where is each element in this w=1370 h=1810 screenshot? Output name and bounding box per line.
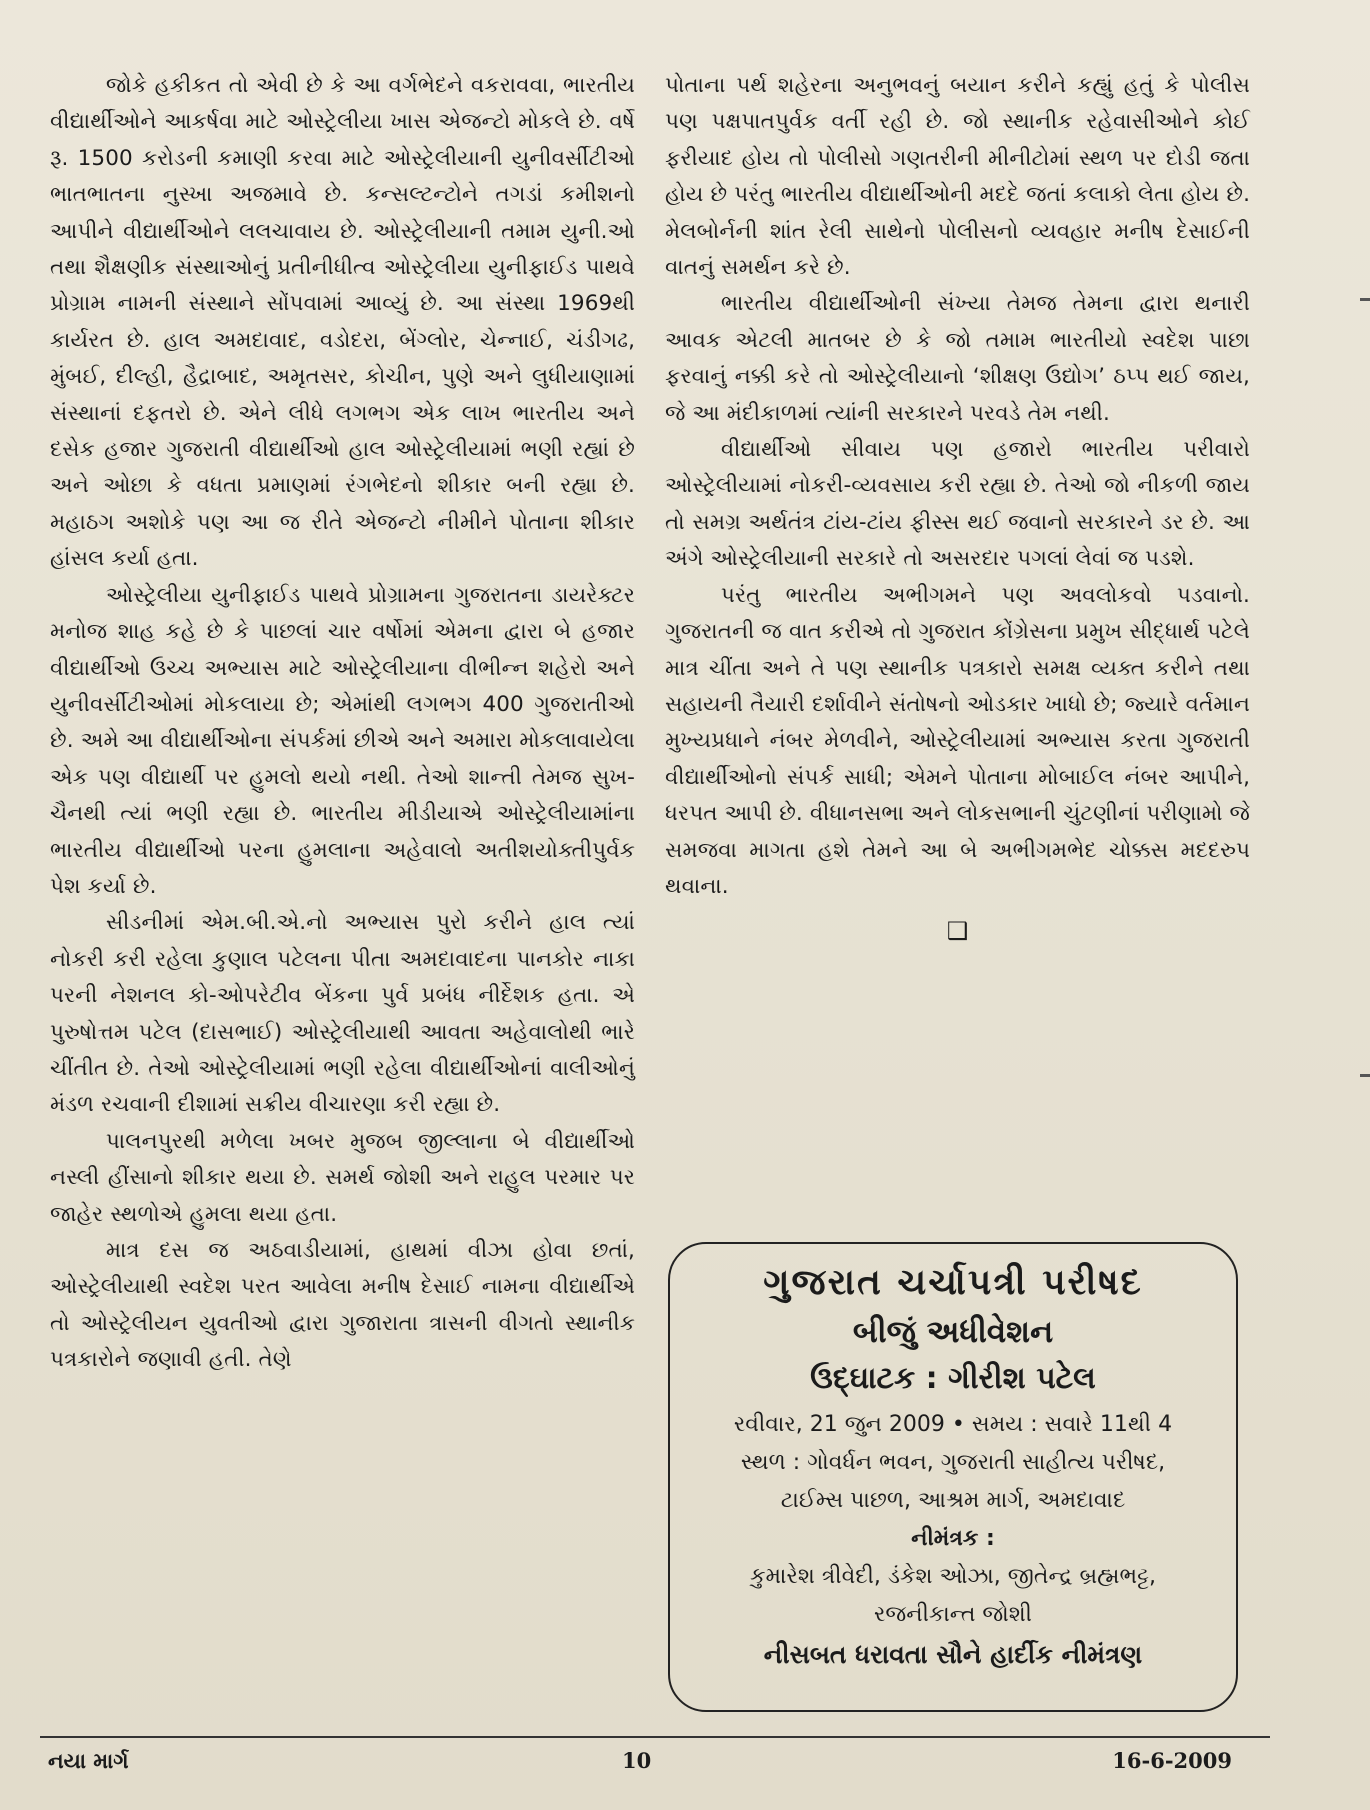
notice-inviters-label: નીમંત્રક : — [911, 1526, 995, 1551]
article-paragraph: પાલનપુરથી મળેલા ખબર મુજબ જીલ્લાના બે વીદ્યાર્થીઓ નસ્લી હીંસાનો શીકાર થયા છે. સમર્થ જોશી અને રાહુલ પરમાર પર જાહેર સ્થળોએ હુમલા થયા હતા. — [50, 1128, 635, 1227]
footer-date: 16-6-2009 — [1112, 1748, 1232, 1773]
footer-rule — [40, 1736, 1270, 1738]
notice-inviters-line1: કુમારેશ ત્રીવેદી, ડંકેશ ઓઝા, જીતેન્દ્ર બ્રહ્મભટ્ટ, — [749, 1564, 1156, 1589]
article-paragraph: પોતાના પર્થ શહેરના અનુભવનું બયાન કરીને કહ્યું હતું કે પોલીસ પણ પક્ષપાતપુર્વક વર્તી રહી છે. જો સ્થાનીક રહેવાસીઓને કોઈ ફરીયાદ હોય તો પોલીસો ગણતરીની મીનીટોમાં સ્થળ પર દોડી જતા હોય છે પરંતુ ભારતીય વીદ્યાર્થીઓની મદદે જતાં કલાકો લેતા હોય છે. મેલબોર્નની શાંત રેલી સાથેનો પોલીસનો વ્યવહાર મનીષ દેસાઈની વાતનું સમર્થન કરે છે. — [665, 73, 1250, 281]
right-column — [665, 68, 1250, 959]
footer-publication: નયા માર્ગ — [48, 1748, 129, 1773]
article-paragraph: વીદ્યાર્થીઓ સીવાય પણ હજારો ભારતીય પરીવારો ઓસ્ટ્રેલીયામાં નોકરી-વ્યવસાય કરી રહ્યા છે. તેઓ જો નીકળી જાય તો સમગ્ર અર્થતંત્ર ટાંય-ટાંય ફીસ્સ થઈ જવાનો સરકારને ડર છે. આ અંગે ઓસ્ટ્રેલીયાની સરકારે તો અસરદાર પગલાં લેવાં જ પડશે. — [665, 437, 1250, 572]
margin-tick — [1360, 298, 1370, 301]
notice-datetime: રવીવાર, 21 જુન 2009 • સમય : સવારે 11થી 4 — [733, 1412, 1173, 1437]
notice-invitation: નીસબત ધરાવતા સૌને હાર્દીક નીમંત્રણ — [763, 1640, 1143, 1669]
notice-title: ગુજરાત ચર્ચાપત્રી પરીષદ — [763, 1262, 1143, 1303]
left-column — [50, 68, 635, 1379]
notice-session: બીજું અધીવેશન — [852, 1314, 1054, 1350]
event-notice-box — [668, 1242, 1238, 1712]
article-paragraph: ઓસ્ટ્રેલીયા યુનીફાઈડ પાથવે પ્રોગ્રામના ગુજરાતના ડાયરેક્ટર મનોજ શાહ કહે છે કે પાછલાં ચાર વર્ષોમાં એમના દ્વારા બે હજાર વીદ્યાર્થીઓ ઉચ્ચ અભ્યાસ માટે ઓસ્ટ્રેલીયાના વીભીન્ન શહેરો અને યુનીવર્સીટીઓમાં મોકલાયા છે; એમાંથી લગભગ 400 ગુજરાતીઓ છે. અમે આ વીદ્યાર્થીઓના સંપર્કમાં છીએ અને અમારા મોકલાવાયેલા એક પણ વીદ્યાર્થી પર હુમલો થયો નથી. તેઓ શાન્તી તેમજ સુખ-ચૈનથી ત્યાં ભણી રહ્યા છે. ભારતીય મીડીયાએ ઓસ્ટ્રેલીયામાંના ભારતીય વીદ્યાર્થીઓ પરના હુમલાના અહેવાલો અતીશયોક્તીપુર્વક પેશ કર્યા છે. — [50, 582, 635, 899]
article-end-mark: ❑ — [946, 917, 969, 946]
article-paragraph: માત્ર દસ જ અઠવાડીયામાં, હાથમાં વીઝા હોવા છતાં, ઓસ્ટ્રેલીયાથી સ્વદેશ પરત આવેલા મનીષ દેસાઈ નામના વીદ્યાર્થીએ તો ઓસ્ટ્રેલીયન યુવતીઓ દ્વારા ગુજારાતા ત્રાસની વીગતો સ્થાનીક પત્રકારોને જણાવી હતી. તેણે — [50, 1238, 635, 1373]
article-paragraph: ભારતીય વીદ્યાર્થીઓની સંખ્યા તેમજ તેમના દ્વારા થનારી આવક એટલી માતબર છે કે જો તમામ ભારતીયો સ્વદેશ પાછા ફરવાનું નક્કી કરે તો ઓસ્ટ્રેલીયાનો ‘શીક્ષણ ઉદ્યોગ’ ઠપ્પ થઈ જાય, જે આ મંદીકાળમાં ત્યાંની સરકારને પરવડે તેમ નથી. — [665, 291, 1250, 426]
notice-inaugurator: ઉદ્‌ઘાટક : ગીરીશ પટેલ — [810, 1361, 1096, 1396]
notice-venue-line1: સ્થળ : ગોવર્ધન ભવન, ગુજરાતી સાહીત્ય પરીષદ, — [740, 1450, 1166, 1475]
margin-tick — [1360, 1074, 1370, 1077]
notice-venue-line2: ટાઈમ્સ પાછળ, આશ્રમ માર્ગ, અમદાવાદ — [780, 1488, 1126, 1513]
article-paragraph: સીડનીમાં એમ.બી.એ.નો અભ્યાસ પુરો કરીને હાલ ત્યાં નોકરી કરી રહેલા કુણાલ પટેલના પીતા અમદાવાદના પાનકોર નાકા પરની નેશનલ કો-ઓપરેટીવ બેંકના પુર્વ પ્રબંધ નીર્દેશક હતા. એ પુરુષોત્તમ પટેલ (દાસભાઈ) ઓસ્ટ્રેલીયાથી આવતા અહેવાલોથી ભારે ચીંતીત છે. તેઓ ઓસ્ટ્રેલીયામાં ભણી રહેલા વીદ્યાર્થીઓનાં વાલીઓનું મંડળ રચવાની દીશામાં સક્રીય વીચારણા કરી રહ્યા છે. — [50, 910, 635, 1118]
notice-inviters-line2: રજનીકાન્ત જોશી — [874, 1602, 1032, 1627]
footer-page-number: 10 — [622, 1748, 652, 1773]
article-paragraph: જોકે હકીકત તો એવી છે કે આ વર્ગભેદને વકરાવવા, ભારતીય વીદ્યાર્થીઓને આકર્ષવા માટે ઓસ્ટ્રેલીયા ખાસ એજન્ટો મોકલે છે. વર્ષે રૂ. 1500 કરોડની કમાણી કરવા માટે ઓસ્ટ્રેલીયાની યુનીવર્સીટીઓ ભાતભાતના નુસ્ખા અજમાવે છે. કન્સલ્ટન્ટોને તગડાં કમીશનો આપીને વીદ્યાર્થીઓને લલચાવાય છે. ઓસ્ટ્રેલીયાની તમામ યુની.ઓ તથા શૈક્ષણીક સંસ્થાઓનું પ્રતીનીધીત્વ ઓસ્ટ્રેલીયા યુનીફાઈડ પાથવે પ્રોગ્રામ નામની સંસ્થાને સોંપવામાં આવ્યું છે. આ સંસ્થા 1969થી કાર્યરત છે. હાલ અમદાવાદ, વડોદરા, બેંગ્લોર, ચેન્નાઈ, ચંડીગઢ, મુંબઈ, દીલ્હી, હૈદ્રાબાદ, અમૃતસર, કોચીન, પુણે અને લુધીયાણામાં સંસ્થાનાં દફતરો છે. એને લીધે લગભગ એક લાખ ભારતીય અને દસેક હજાર ગુજરાતી વીદ્યાર્થીઓ હાલ ઓસ્ટ્રેલીયામાં ભણી રહ્યાં છે અને ઓછા કે વધતા પ્રમાણમાં રંગભેદનો શીકાર બની રહ્યા છે. મહાઠગ અશોકે પણ આ જ રીતે એજન્ટો નીમીને પોતાના શીકાર હાંસલ કર્યા હતા. — [50, 73, 636, 572]
article-paragraph: પરંતુ ભારતીય અભીગમને પણ અવલોકવો પડવાનો. ગુજરાતની જ વાત કરીએ તો ગુજરાત કોંગ્રેસના પ્રમુખ સીદ્ધાર્થ પટેલે માત્ર ચીંતા અને તે પણ સ્થાનીક પત્રકારો સમક્ષ વ્યક્ત કરીને તથા સહાયની તૈયારી દર્શાવીને સંતોષનો ઓડકાર ખાધો છે; જ્યારે વર્તમાન મુખ્યપ્રધાને નંબર મેળવીને, ઓસ્ટ્રેલીયામાં અભ્યાસ કરતા ગુજરાતી વીદ્યાર્થીઓનો સંપર્ક સાધી; એમને પોતાના મોબાઈલ નંબર આપીને, ધરપત આપી છે. વીધાનસભા અને લોકસભાની ચુંટણીનાં પરીણામો જે સમજવા માગતા હશે તેમને આ બે અભીગમભેદ ચોક્કસ મદદરુપ થવાના. — [665, 582, 1250, 899]
